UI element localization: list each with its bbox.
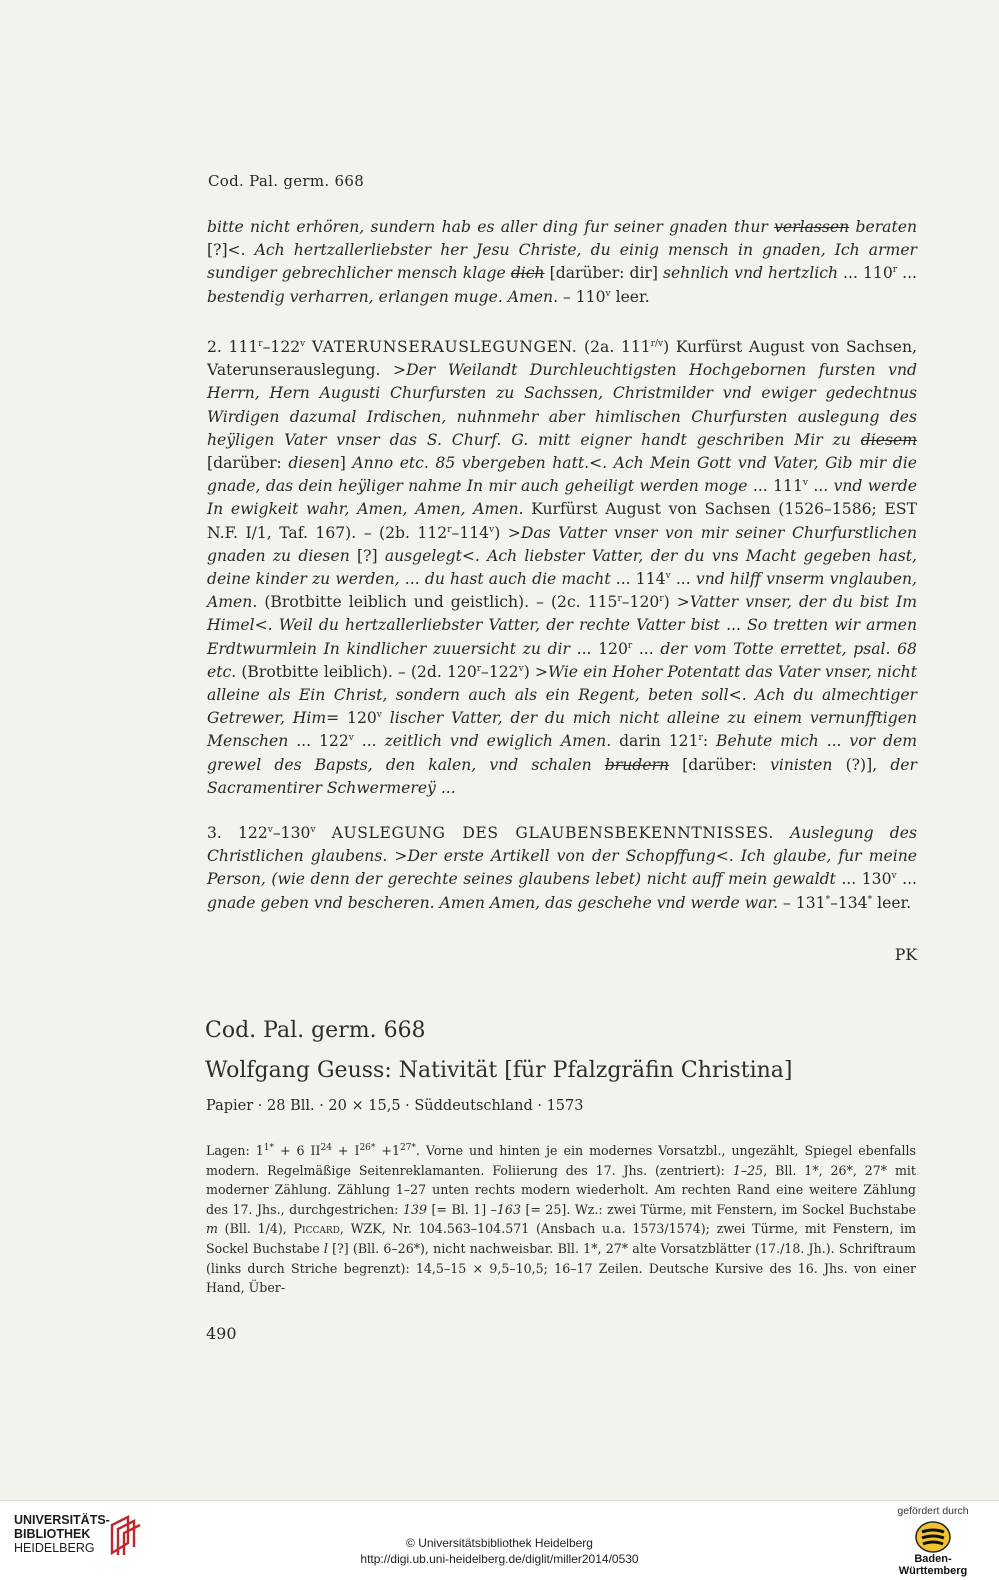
sponsor-badge: gefördert durch Baden-Württemberg [897, 1505, 969, 1577]
codicological-description: Lagen: $1^{1*} + 6$ $II^{24} + I^{26*} +1^{27*}$. Vorne und hinten je ein modernes Vorsatzbl., ungezählt, Spiegel ebenfalls modern. Regelmäßige Seitenreklamanten. Foliierung des 17. Jhs. (zentriert): 1–25, Bll. 1*, 26*, 27* mit moderner Zählung. Zählung 1–27 unten rechts modern wiederholt. Am rechten Rand eine weitere Zählung des 17. Jhs., durchgestrichen: 139 [= Bl. 1] –163 [= 25]. Wz.: zwei Türme, mit Fenstern, im Sockel Buchstabe m (Bll. 1/4), Piccard, WZK, Nr. 104.563–104.571 (Ansbach u.a. 1573/1574); zwei Türme, mit Fenstern, im Sockel Buchstabe l [?] (Bll. 6–26*), nicht nachweisbar. Bll. 1*, 27* alte Vorsatzblätter (17./18. Jh.). Schriftraum (links durch Striche begrenzt): 14,5–15 × 9,5–10,5; 16–17 Zeilen. Deutsche Kursive des 16. Jhs. von einer Hand, Über- [206, 1142, 917, 1296]
state-coat-of-arms-icon [913, 1520, 953, 1554]
footer-bar [0, 1500, 999, 1580]
entry-signature: Cod. Pal. germ. 668 [205, 1018, 426, 1043]
section-glaubensbekenntnis: 3. 122$^v$–130$^v$ AUSLEGUNG DES GLAUBENSBEKENNTNISSES. Auslegung des Christlichen glaubens. >Der erste Artikell von der Schopffung<. Ich glaube, fur meine Person, (wie denn der gerechte seines glaubens lebet) nicht auff mein gewaldt ... 130$^v$ ... gnade geben vnd bescheren. Amen Amen, das geschehe vnd werde war. – 131*–134* leer. [207, 824, 918, 912]
permalink-url[interactable]: http://digi.ub.uni-heidelberg.de/diglit/miller2014/0530 [360, 1552, 639, 1566]
section-title: VATERUNSERAUSLEGUNGEN. [311, 338, 578, 356]
strikethrough-word: verlassen [774, 218, 850, 236]
library-mark-icon [102, 1513, 142, 1557]
author-initials: PK [894, 946, 917, 964]
copyright-notice: © Universitätsbibliothek Heidelberg [406, 1536, 593, 1550]
section-title: AUSLEGUNG DES GLAUBENSBEKENNTNISSES. [331, 824, 774, 842]
strikethrough-word: dich [510, 264, 545, 283]
strikethrough-word: diesem [860, 430, 917, 449]
entry-title: Wolfgang Geuss: Nativität [für Pfalzgräfin Christina] [205, 1058, 793, 1083]
strikethrough-word: brudern [604, 755, 669, 774]
page-number: 490 [206, 1324, 237, 1343]
entry-meta: Papier · 28 Bll. · 20 × 15,5 · Süddeutschland · 1573 [206, 1098, 584, 1114]
section-vaterunserauslegungen: 2. 111$^r$–122$^v$ VATERUNSERAUSLEGUNGEN. (2a. $111^{r/v}$) Kurfürst August von Sachsen, Vaterunserauslegung. >Der Weilandt Durchleuchtigsten Hochgebornen fursten vnd Herrn, Hern Augusti Churfursten zu Sachssen, Christmilder vnd ewiger gedechtnus Wirdigen dazumal Irdischen, nuhnmehr aber himlischen Churfursten auslegung des heÿligen Vater vnser das S. Churf. G. mitt eigner handt geschriben Mir zu diesem [darüber: diesen] Anno etc. 85 vbergeben hatt.<. Ach Mein Gott vnd Vater, Gib mir die gnade, das dein heÿliger nahme In mir auch geheiligt werden moge ... 111$^v$ ... vnd werde In ewigkeit wahr, Amen, Amen, Amen. Kurfürst August von Sachsen (1526–1586; EST N.F. I/1, Taf. 167). – (2b. $112^r-114^v) >Das$ Vatter vnser von mir seiner Churfurstlichen gnaden zu diesen [?] ausgelegt<. Ach liebster Vatter, der du vns Macht gegeben hast, deine kinder zu werden, ... du hast auch die macht ... 114$^v$ ... vnd hilff vnserm vnglauben, Amen. (Brotbitte leiblich und geistlich). – (2c. $115^r-120^r$) >Vatter vnser, der du bist Im Himel<. Weil du hertzallerliebster Vatter, der rechte Vatter bist ... So tretten wir armen Erdtwurmlein In kindlicher zuuersicht zu dir ... 120$^r$ ... der vom Totte errettet, psal. 68 etc. (Brotbitte leiblich). – (2d. $120^r-122^v) >Wie$ ein Hoher Potentatt das Vater vnser, nicht alleine als Ein Christ, sondern auch als ein Regent, beten soll<. Ach du almechtiger Getrewer, $Him= 120^v$ lischer Vatter, der du mich nicht alleine zu einem vernunfftigen Menschen ... 122$^v$ ... zeitlich vnd ewiglich Amen. darin 121$^r$: Behute mich ... vor dem grewel des Bapsts, den kalen, vnd schalen brudern [darüber: vinisten (?)], der Sacramentirer Schwermereÿ ... [207, 338, 917, 797]
ub-heidelberg-logo[interactable]: UNIVERSITÄTS- BIBLIOTHEK HEIDELBERG [14, 1513, 110, 1555]
paragraph-prayer-continuation: bitte nicht erhören, sundern hab es aller ding fur seiner gnaden thur verlassen beraten [?]<. Ach hertzallerliebster her Jesu Christe, du einig mensch in gnaden, Ich armer sundiger gebrechlicher mensch klage dich [darüber: dir] sehnlich vnd hertzlich ... 110$^r$ ... bestendig verharren, erlangen muge. Amen. – 110$^v$ leer. [207, 218, 917, 306]
running-head: Cod. Pal. germ. 668 [208, 172, 365, 190]
